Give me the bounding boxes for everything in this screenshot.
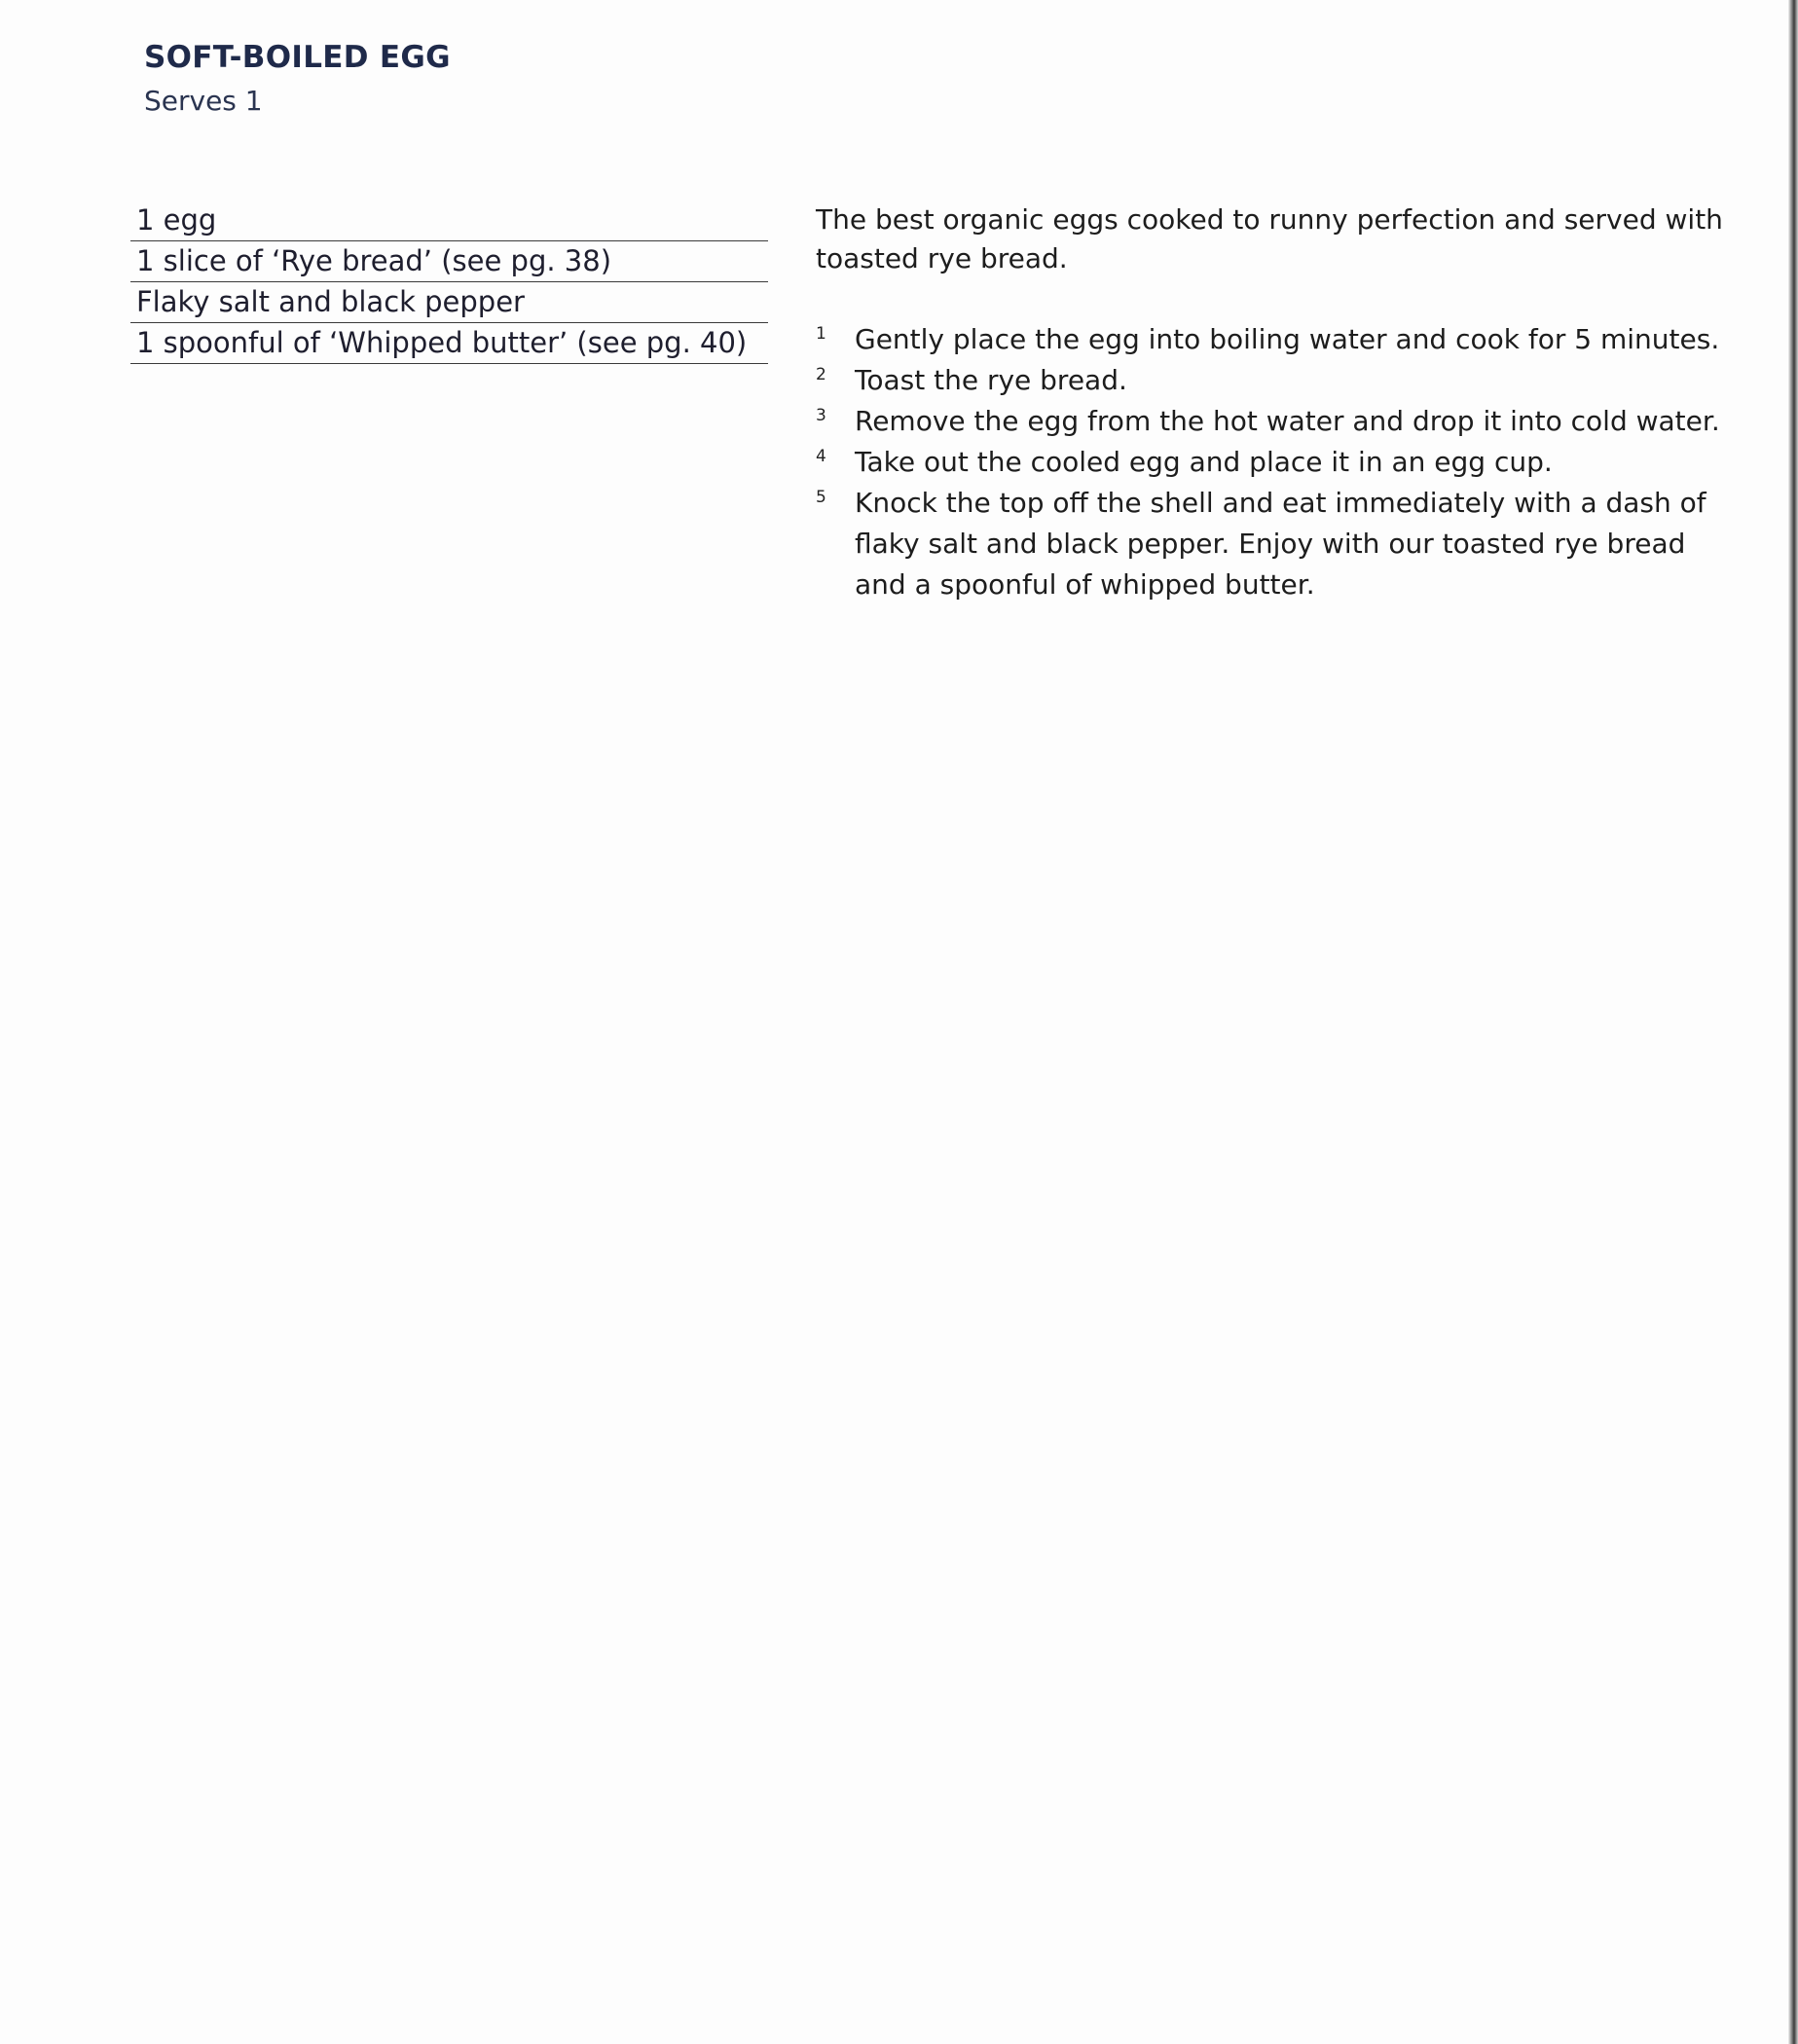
page-edge: [1788, 0, 1798, 2044]
method-step: [816, 442, 1741, 483]
step-text: Toast the rye bread.: [855, 364, 1127, 396]
step-number: 5: [816, 488, 826, 507]
step-number: 2: [816, 365, 826, 384]
step-text: Knock the top off the shell and eat immediately with a dash of flaky salt and black pepper. Enjoy with our toasted rye bread and a spoonful of whipped butter.: [855, 487, 1706, 601]
method-step: [816, 319, 1741, 360]
recipe-header: [144, 35, 451, 123]
ingredient-list: [130, 201, 768, 364]
method-step: [816, 483, 1741, 605]
method-steps: [816, 319, 1741, 605]
recipe-intro: The best organic eggs cooked to runny perfection and served with toasted rye bread.: [816, 203, 1723, 274]
step-number: 1: [816, 324, 826, 344]
method-step: [816, 360, 1741, 401]
step-text: Take out the cooled egg and place it in an egg cup.: [855, 446, 1553, 478]
serves-label: Serves 1: [144, 85, 263, 117]
step-text: Gently place the egg into boiling water and cook for 5 minutes.: [855, 323, 1720, 355]
step-text: Remove the egg from the hot water and drop it into cold water.: [855, 405, 1720, 437]
step-number: 3: [816, 406, 826, 425]
ingredient-item: Flaky salt and black pepper: [130, 282, 768, 323]
method-step: [816, 401, 1741, 442]
ingredient-item: 1 spoonful of ‘Whipped butter’ (see pg. 40): [130, 323, 768, 364]
ingredient-item: 1 egg: [130, 201, 768, 241]
step-number: 4: [816, 447, 826, 466]
ingredient-item: 1 slice of ‘Rye bread’ (see pg. 38): [130, 241, 768, 282]
recipe-title: SOFT-BOILED EGG: [144, 40, 451, 75]
method-column: [816, 201, 1741, 605]
